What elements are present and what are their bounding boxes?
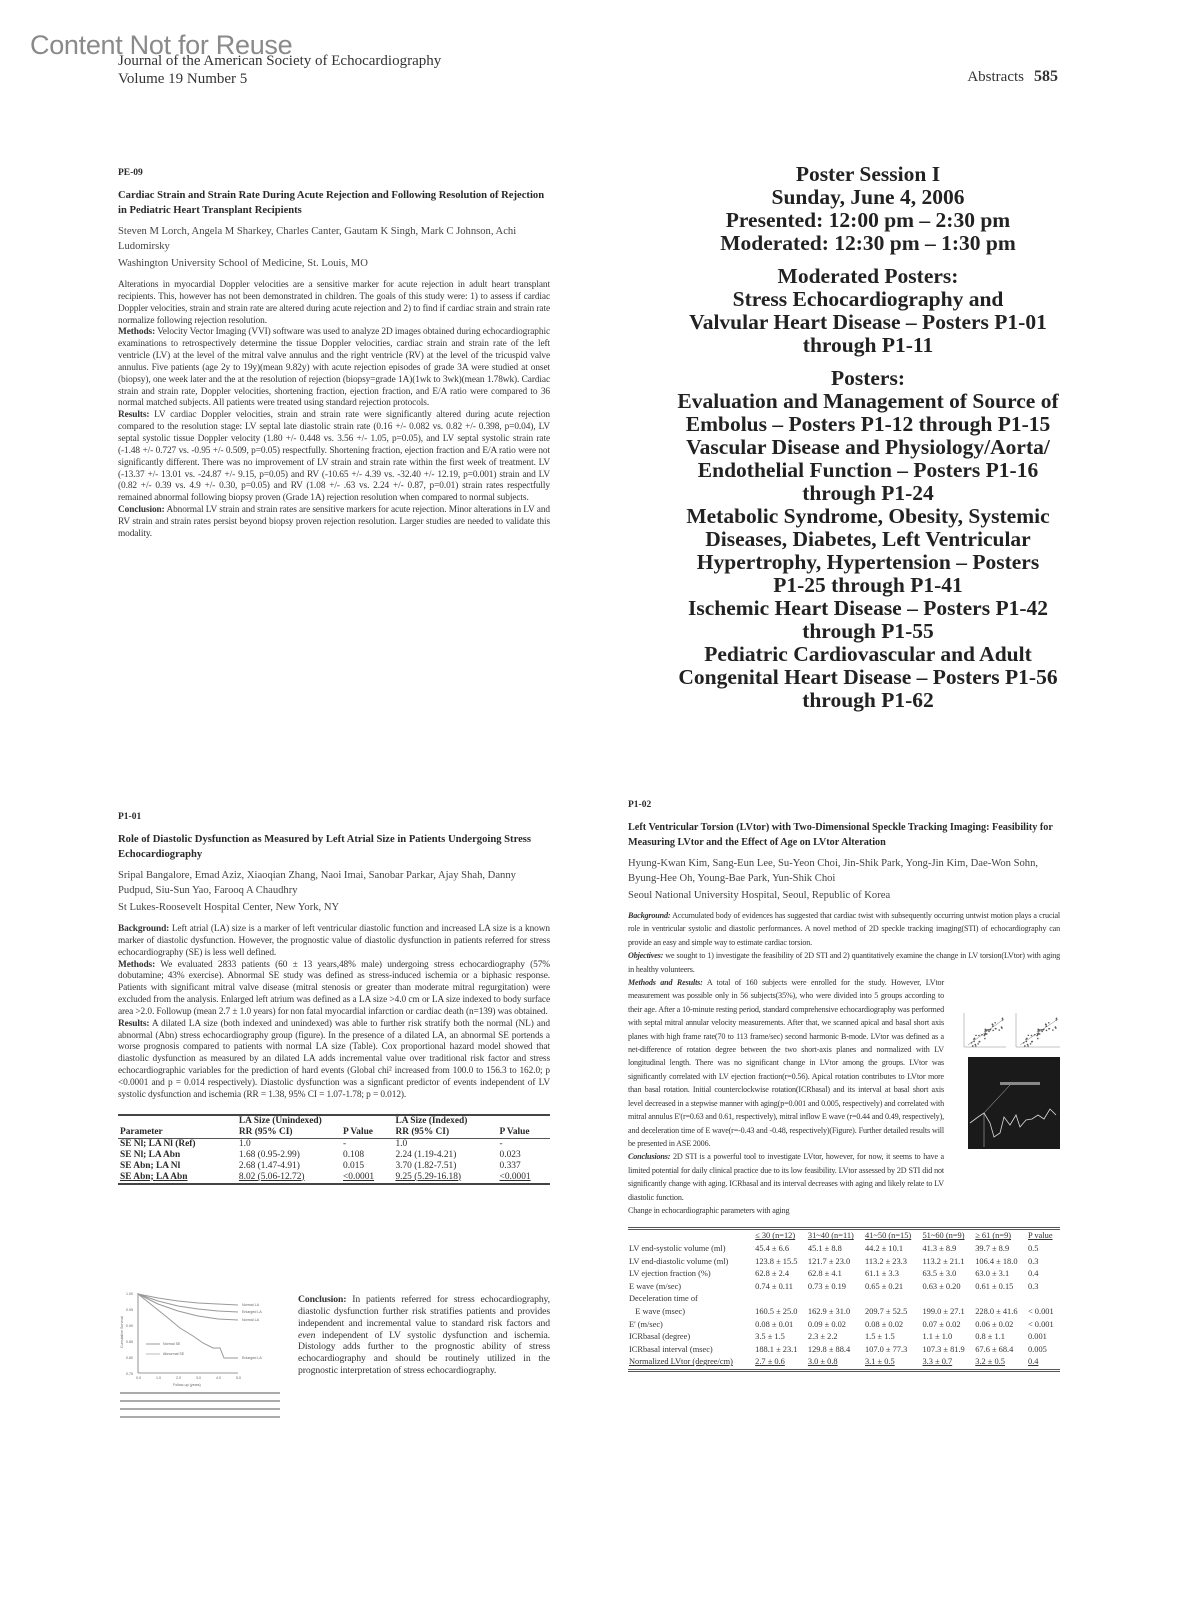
table-row (628, 1306, 1060, 1319)
header-cell: RR (95% CI) (237, 1127, 341, 1139)
header-cell: P Value (341, 1127, 393, 1139)
table-cell: 0.08 ± 0.01 (755, 1319, 794, 1329)
poster-line: through P1-11 (802, 333, 934, 357)
poster-line: Presented: 12:00 pm – 2:30 pm (725, 208, 1011, 232)
abstract-code: P1-01 (118, 812, 142, 822)
curve-label: Normal LA (242, 1318, 259, 1322)
results-label: Results: (118, 410, 150, 421)
table-cell: SE Abn; LA Abn (120, 1171, 188, 1182)
abstract-body (118, 280, 550, 541)
y-tick-label: 0.75 (126, 1372, 133, 1376)
table-cell: 0.4 (1027, 1357, 1039, 1367)
table-cell: 0.73 ± 0.19 (807, 1281, 846, 1291)
scatter-point (988, 1029, 990, 1031)
poster-line: Poster Session I (795, 162, 941, 186)
methods-paragraph (118, 960, 550, 1019)
methods-text: Velocity Vector Imaging (VVI) software was used to analyze 2D images obtained during echocardiographic examinations to retrospectively determine the tissue Doppler velocities, cardiac strain and strain rate of the left ventricle (LV) at the level of the mitral valve annulus and the right ventricle (RV) at the level of the tricuspid valve annulus. Five patients (age 2y to 19y)(mean 9.82y) with acute rejection episodes of grade 3A were studied at onset (biopsy), one week later and the at the resolution of rejection (biopsy=grade 1A)(1wk to 3wk)(mean 1.78wk). Cardiac strain and strain rate, Doppler velocities, shortening fraction, ejection fraction, and E/A ratio were compared to 36 normal matched subjects. All patients were treated using standard rejection protocols. (118, 327, 550, 409)
scatter-point (1041, 1029, 1043, 1031)
scatter-point (985, 1033, 987, 1035)
table-cell: 162.9 ± 31.0 (807, 1306, 851, 1316)
poster-line: Posters: (830, 366, 906, 390)
y-tick-label: 0.80 (126, 1356, 133, 1360)
scatter-point (995, 1028, 997, 1030)
lv-torsion-figure (960, 1005, 1065, 1150)
table-cell: 44.2 ± 10.1 (864, 1243, 904, 1253)
results-label: Results: (118, 1018, 150, 1029)
table-cell: LV ejection fraction (%) (629, 1269, 711, 1279)
table-cell: SE Nl; LA Nl (Ref) (120, 1138, 196, 1149)
scatter-point (973, 1041, 975, 1043)
scatter-point (998, 1029, 1000, 1031)
table-cell: 0.5 (1027, 1243, 1039, 1253)
table-cell: 63.0 ± 3.1 (975, 1269, 1010, 1279)
abstract-p101 (118, 812, 550, 1185)
abstract-affiliation: Washington University School of Medicine, St. Louis, MO (118, 258, 368, 269)
poster-line: Congenital Heart Disease – Posters P1-56 (678, 665, 1058, 689)
table-cell: 0.07 ± 0.02 (922, 1319, 961, 1329)
scatter-point (1045, 1024, 1047, 1026)
background-text: Left atrial (LA) size is a marker of left ventricular diastolic function and increased LA size is a known marker of diastolic dysfunction. However, the prognostic value of diastolic dysfunction in patients referred for stress echocardiography (SE) is less well defined. (118, 924, 550, 958)
table-cell (754, 1293, 807, 1306)
table-cell: 129.8 ± 88.4 (807, 1344, 851, 1354)
table-cell: <0.0001 (343, 1171, 375, 1182)
table-row (628, 1319, 1060, 1332)
y-tick-label: 0.95 (126, 1308, 133, 1312)
table-cell: 209.7 ± 52.5 (864, 1306, 908, 1316)
table-cell: E wave (m/sec) (629, 1281, 682, 1291)
table-cell: 3.3 ± 0.7 (922, 1357, 953, 1367)
scatter-point (1056, 1019, 1058, 1021)
poster-block (620, 163, 1116, 255)
table-caption: Change in echocardiographic parameters with aging (628, 1205, 790, 1215)
scatter-point (1027, 1044, 1029, 1046)
scatter-point (1024, 1045, 1026, 1047)
poster-line: Valvular Heart Disease – Posters P1-01 (689, 310, 1047, 334)
table-row (118, 1161, 550, 1172)
table-cell: 199.0 ± 27.1 (922, 1306, 965, 1316)
abstract-title: Role of Diastolic Dysfunction as Measured by Left Atrial Size in Patients Undergoing Stress Echocardiography (118, 834, 532, 860)
scatter-point (994, 1022, 996, 1024)
scatter-point (1031, 1035, 1033, 1037)
header-cell: 51~60 (n=9) (922, 1231, 965, 1241)
table-row (628, 1243, 1060, 1256)
table-row (628, 1256, 1060, 1269)
curve-label: Enlarged LA (242, 1356, 262, 1360)
table-cell: E wave (msec) (629, 1306, 686, 1316)
scatter-point (1037, 1038, 1039, 1040)
scatter-point (1031, 1041, 1033, 1043)
conclusions-label: Conclusions: (628, 1152, 671, 1162)
scatter-point (985, 1028, 987, 1030)
results-text: A dilated LA size (both indexed and unindexed) was able to further risk stratify both the normal (NL) and abnormal (Abn) stress echocardiography group (figure). In the presence of a dilated LA, an abnormal SE portends a worse prognosis compared to patients with normal LA size (Table). Cox proportional hazard model showed that diastolic dysfunction as measured by an dilated LA adds incremental value over traditional risk factor and stress echocardiographic variables for the prediction of hard events (Global chi² increased from 100.0 to 156.3 to 162.0; p <0.0001 and p = 0.014 respectively). Diastolic dysfunction was a signficant predictor of events independent of LV systolic dysfunction and ischemia (RR = 1.38, 95% CI = 1.07-1.78; p = 0.012). (118, 1018, 550, 1100)
scatter-plot-left (964, 1013, 1006, 1047)
scatter-point (1002, 1018, 1004, 1020)
group-header-cell: LA Size (Unindexed) (238, 1115, 322, 1126)
x-tick-label: 0.0 (136, 1376, 141, 1380)
abstract-authors: Hyung-Kwan Kim, Sang-Eun Lee, Su-Yeon Choi, Jin-Shik Park, Yong-Jin Kim, Dae-Won Sohn, Byung-Hee Oh, Young-Bae Park, Yun-Shik Choi (628, 858, 1039, 884)
abstract-authors: Steven M Lorch, Angela M Sharkey, Charles Canter, Gautam K Singh, Mark C Johnson, Achi Ludomirsky (118, 226, 517, 252)
table-group-header (118, 1115, 550, 1127)
table-cell: 63.5 ± 3.0 (922, 1269, 957, 1279)
page-header-right (967, 68, 1058, 86)
table-row (628, 1344, 1060, 1357)
table-header (118, 1127, 550, 1139)
scatter-point (971, 1042, 973, 1044)
poster-line: Diseases, Diabetes, Left Ventricular (705, 527, 1031, 551)
scatter-point (1023, 1042, 1025, 1044)
table-cell: 3.2 ± 0.5 (975, 1357, 1005, 1367)
p101-conclusion (298, 1294, 550, 1377)
scatter-point (1001, 1026, 1003, 1028)
table-row (118, 1138, 550, 1150)
table-cell: 121.7 ± 23.0 (807, 1256, 851, 1266)
curve-label: Enlarged LA (242, 1310, 262, 1314)
scatter-point (984, 1038, 986, 1040)
table-cell: 45.1 ± 8.8 (807, 1243, 842, 1253)
table-cell (921, 1293, 974, 1306)
table-cell: 160.5 ± 25.0 (755, 1306, 798, 1316)
table-cell: 45.4 ± 6.6 (755, 1243, 790, 1253)
table-cell: 0.63 ± 0.20 (922, 1281, 961, 1291)
scatter-point (974, 1038, 976, 1040)
abstract-affiliation: St Lukes-Roosevelt Hospital Center, New York, NY (118, 902, 340, 913)
conclusion-text: In patients referred for stress echocardiography, diastolic dysfunction further risk stratifies patients and provides independent and incremental value to standard risk factors and (298, 1294, 550, 1329)
poster-line: P1-25 through P1-41 (773, 573, 963, 597)
table-cell: SE Abn; LA Nl (120, 1160, 181, 1171)
table-cell: 67.6 ± 68.4 (975, 1344, 1014, 1354)
aging-parameters-table (628, 1227, 1060, 1372)
table-cell: 0.001 (1027, 1332, 1047, 1342)
table-cell: 0.09 ± 0.02 (807, 1319, 846, 1329)
scatter-point (1037, 1033, 1039, 1035)
scatter-point (1045, 1025, 1047, 1027)
table-cell: 113.2 ± 21.1 (922, 1256, 965, 1266)
table-cell: 0.08 ± 0.02 (864, 1319, 904, 1329)
scatter-point (1056, 1018, 1058, 1020)
table-row (628, 1281, 1060, 1294)
poster-line: through P1-24 (802, 481, 934, 505)
table-cell: 123.8 ± 15.5 (755, 1256, 798, 1266)
table-cell: 228.0 ± 41.6 (975, 1306, 1018, 1316)
header-cell: P value (1027, 1231, 1053, 1241)
table-cell: 0.3 (1027, 1281, 1039, 1291)
conclusion-paragraph (118, 505, 550, 541)
table-row (118, 1172, 550, 1184)
poster-line: through P1-62 (802, 688, 934, 712)
poster-line: through P1-55 (802, 619, 934, 643)
table-cell: 2.3 ± 2.2 (807, 1332, 838, 1342)
objectives-text: we sought to 1) investigate the feasibility of 2D STI and 2) quantitatively examine the change in LV torsion(LVtor) with aging in healthy volunteers. (628, 951, 1060, 974)
table-cell: < 0.001 (1027, 1306, 1054, 1316)
scatter-point (975, 1035, 977, 1037)
scatter-point (1034, 1034, 1036, 1036)
header-cell: ≤ 30 (n=12) (755, 1231, 796, 1241)
table-cell: SE Nl; LA Abn (120, 1149, 181, 1160)
poster-line: Pediatric Cardiovascular and Adult (704, 642, 1032, 666)
results-paragraph (118, 410, 550, 505)
legend-label: Normal SE (163, 1342, 181, 1346)
table-cell: <0.0001 (499, 1171, 531, 1182)
table-cell (807, 1293, 864, 1306)
scatter-point (988, 1031, 990, 1033)
table-cell: 0.74 ± 0.11 (755, 1281, 793, 1291)
table-cell: 8.02 (5.06-12.72) (238, 1171, 305, 1182)
table-cell: 0.61 ± 0.15 (975, 1281, 1014, 1291)
y-axis-label: Cumulative Survival (120, 1316, 124, 1348)
header-cell: 41~50 (n=15) (864, 1231, 912, 1241)
scatter-point (1048, 1028, 1050, 1030)
group-header-cell (118, 1115, 237, 1127)
curve-label: Normal LA (242, 1303, 259, 1307)
poster-line: Sunday, June 4, 2006 (771, 185, 965, 209)
poster-line: Hypertrophy, Hypertension – Posters (696, 550, 1040, 574)
table-cell (1027, 1293, 1060, 1306)
poster-line: Evaluation and Management of Source of (677, 389, 1059, 413)
table-cell: 0.3 (1027, 1256, 1039, 1266)
table-cell: E' (m/sec) (629, 1319, 663, 1329)
table-cell: 62.8 ± 2.4 (755, 1269, 790, 1279)
scatter-point (981, 1034, 983, 1036)
table-cell: 39.7 ± 8.9 (975, 1243, 1010, 1253)
abstract-code: PE-09 (118, 168, 143, 178)
table-cell: 0.8 ± 1.1 (975, 1332, 1005, 1342)
results-paragraph (118, 1019, 550, 1102)
scatter-plot-right (1016, 1013, 1060, 1047)
x-tick-label: 2.0 (176, 1376, 181, 1380)
scatter-point (992, 1025, 994, 1027)
table-cell: 3.5 ± 1.5 (755, 1332, 785, 1342)
scatter-point (1028, 1035, 1030, 1037)
table-row (628, 1331, 1060, 1344)
table-cell: 3.70 (1.82-7.51) (395, 1160, 457, 1171)
objectives-paragraph (628, 949, 1060, 976)
abstract-pe09 (118, 168, 550, 541)
poster-line: Metabolic Syndrome, Obesity, Systemic (686, 504, 1050, 528)
table-cell: 188.1 ± 23.1 (755, 1344, 798, 1354)
table-cell (864, 1293, 921, 1306)
table-cell: 113.2 ± 23.3 (864, 1256, 907, 1266)
header-cell: P Value (498, 1127, 550, 1139)
table-cell: 0.337 (499, 1160, 521, 1171)
background-label: Background: (628, 911, 671, 920)
header-cell: ≥ 61 (n=9) (975, 1231, 1012, 1241)
table-cell: ICRbasal interval (msec) (629, 1344, 713, 1354)
header-cell: Parameter (118, 1127, 237, 1139)
table-cell: 0.015 (343, 1160, 365, 1171)
x-tick-label: 1.0 (156, 1376, 161, 1380)
poster-line: Ischemic Heart Disease – Posters P1-42 (687, 596, 1049, 620)
y-tick-label: 0.85 (126, 1340, 133, 1344)
scatter-point (1043, 1029, 1045, 1031)
abstract-authors: Sripal Bangalore, Emad Aziz, Xiaoqian Zhang, Naoi Imai, Sanobar Parkar, Ajay Shah, Danny Pudpud, Siu-Sun Yao, Farooq A Chaudhry (118, 870, 516, 896)
poster-line: Moderated Posters: (777, 264, 959, 288)
table-cell: 1.0 (395, 1138, 408, 1149)
table-row (628, 1356, 1060, 1370)
table-row (628, 1268, 1060, 1281)
scatter-point (1027, 1045, 1029, 1047)
table-cell: Normalized LVtor (degree/cm) (629, 1357, 733, 1367)
x-tick-label: 4.0 (216, 1376, 221, 1380)
poster-line: Endothelial Function – Posters P1-16 (697, 458, 1039, 482)
y-tick-label: 0.90 (126, 1324, 133, 1328)
abstract-body (118, 924, 550, 1102)
background-paragraph (628, 909, 1060, 949)
table-cell: 41.3 ± 8.9 (922, 1243, 957, 1253)
scatter-point (975, 1045, 977, 1047)
scatter-point (1048, 1022, 1050, 1024)
page-number: 585 (1034, 68, 1058, 85)
table-row (628, 1293, 1060, 1306)
scatter-point (1052, 1029, 1054, 1031)
table-cell: Deceleration time of (629, 1294, 698, 1304)
scatter-point (1046, 1030, 1048, 1032)
background-text: Accumulated body of evidences has suggested that cardiac twist with subsequently occurring untwist motion plays a crucial role in ventricular systolic and diastolic performances. A novel method of 2D speckle tracking imaging(STI) of echocardiography can provide an easy and simple way to estimate cardiac torsion. (628, 911, 1060, 947)
table-cell: < 0.001 (1027, 1319, 1054, 1329)
table-cell: 107.3 ± 81.9 (922, 1344, 965, 1354)
scatter-point (992, 1030, 994, 1032)
table-cell: 3.0 ± 0.8 (807, 1357, 838, 1367)
table-row (118, 1150, 550, 1161)
header-cell (628, 1229, 754, 1243)
methods-paragraph (118, 327, 550, 410)
poster-line: Embolus – Posters P1-12 through P1-15 (685, 412, 1051, 436)
conclusion-text-end: independent of LV systolic dysfunction and ischemia. Distology adds further to the prognostic ability of stress echocardiography and should be routinely utilized in the prognostic interpretation of stress echocardiography. (298, 1329, 550, 1377)
table-cell: 1.5 ± 1.5 (864, 1332, 895, 1342)
scatter-point (977, 1043, 979, 1045)
legend-label: Abnormal SE (163, 1352, 185, 1356)
scatter-point (972, 1045, 974, 1047)
background-paragraph (118, 924, 550, 960)
scatter-point (992, 1024, 994, 1026)
conclusion-text: Abnormal LV strain and strain rates are sensitive markers for acute rejection. Minor alterations in LV and RV strain and strain rates persist beyond biopsy proven rejection resolution. Larger studies are needed to validate this modality. (118, 505, 550, 539)
scatter-point (978, 1035, 980, 1037)
table-cell: 2.68 (1.47-4.91) (238, 1160, 300, 1171)
abstract-title: Cardiac Strain and Strain Rate During Acute Rejection and Following Resolution of Rejection in Pediatric Heart Transplant Recipients (118, 190, 545, 216)
table-cell: 61.1 ± 3.3 (864, 1269, 899, 1279)
table-header (628, 1229, 1060, 1243)
abstract-title: Left Ventricular Torsion (LVtor) with Two-Dimensional Speckle Tracking Imaging: Feasibility for Measuring LVtor and the Effect of Age on LVtor Alteration (628, 822, 1053, 848)
table-cell: 0.65 ± 0.21 (864, 1281, 904, 1291)
scatter-point (978, 1041, 980, 1043)
table-cell: LV end-systolic volume (ml) (629, 1243, 726, 1253)
header-cell: RR (95% CI) (393, 1127, 497, 1139)
table-cell: - (499, 1138, 503, 1149)
scatter-point (990, 1029, 992, 1031)
x-axis-label: Follow-up (years) (173, 1383, 201, 1387)
conclusions-text: 2D STI is a powerful tool to investigate LVtor, however, for now, it seems to have a limited potential for daily clinical practice due to its low feasibility. LVtor assessed by 2D STI did not significantly change with aging. ICRbasal and its interval decreases with aging and likely relate to LV diastolic function. (628, 1152, 944, 1202)
poster-line: Stress Echocardiography and (732, 287, 1004, 311)
table-cell: ICRbasal (degree) (629, 1332, 691, 1342)
table-cell: 1.68 (0.95-2.99) (238, 1149, 300, 1160)
poster-line: Moderated: 12:30 pm – 1:30 pm (720, 231, 1016, 255)
table-cell: 1.0 (238, 1138, 251, 1149)
scatter-point (1055, 1026, 1057, 1028)
table-cell: 9.25 (5.29-16.18) (395, 1171, 462, 1182)
conclusion-emphasis: even (298, 1329, 316, 1341)
poster-block (620, 367, 1116, 712)
scatter-point (1026, 1038, 1028, 1040)
table-cell: 0.4 (1027, 1269, 1039, 1279)
table-cell: 107.0 ± 77.3 (864, 1344, 908, 1354)
poster-block (620, 265, 1116, 357)
table-cell: 2.24 (1.19-4.21) (395, 1149, 457, 1160)
poster-line: Vascular Disease and Physiology/Aorta/ (686, 435, 1050, 459)
la-size-table (118, 1114, 550, 1185)
table-cell: - (343, 1138, 347, 1149)
scatter-point (1002, 1019, 1004, 1021)
table-cell (974, 1293, 1027, 1306)
survival-curve-figure (118, 1288, 293, 1423)
table-cell: 106.4 ± 18.0 (975, 1256, 1018, 1266)
scatter-point (1037, 1028, 1039, 1030)
table-cell: 0.108 (343, 1149, 365, 1160)
intro-paragraph: Alterations in myocardial Doppler velocities are a sensitive marker for acute rejection in adult heart transplant recipients. This, however has not been demonstrated in children. The goals of this study were: 1) to assess if cardiac Doppler velocities, strain and strain rate are altered during acute rejection and 2) to find if cardiac strain and strain rate normalize following rejection resolution. (118, 280, 550, 326)
table-cell: 1.1 ± 1.0 (922, 1332, 953, 1342)
section-label: Abstracts (967, 69, 1024, 85)
header-cell: 31~40 (n=11) (807, 1231, 854, 1241)
background-label: Background: (118, 924, 170, 934)
rotation-curve-image (968, 1057, 1060, 1149)
methods-label: Methods: (118, 959, 156, 970)
journal-volume: Volume 19 Number 5 (118, 71, 248, 87)
results-text: LV cardiac Doppler velocities, strain and strain rate were significantly altered during acute rejection compared to the resolution stage: LV septal late diastolic strain rate (0.16 +/- 0.082 vs. 0.82 +/- 0.398, p=0.04), LV septal systolic tissue Doppler velocity (1.80 +/- 0.448 vs. 3.56 +/- 1.05, p=0.05), and LV septal systolic strain rate (-1.48 +/- 0.727 vs. -0.95 +/- 0.509, p=0.05) respectfully. Shortening fraction, ejection fraction and E/A ratio were not significantly different. There was no improvement of LV strain and strain rate within the first week of treatment. LV (-13.37 +/- 13.01 vs. -24.87 +/- 9.15, p=0.05) and RV (-10.65 +/- 4.39 vs. -32.40 +/- 12.19, p=0.001) strain and LV (0.82 +/- 0.39 vs. 4.9 +/- 0.30, p=0.05) and RV (1.08 +/- .63 vs. 2.24 +/- 0.87, p=0.01) strain rates respectfully remained abnormal following biopsy proven (Grade 1A) rejection resolution when compared to normal subjects. (118, 410, 550, 504)
methods-label: Methods and Results: (628, 978, 703, 988)
watermark: Content Not for Reuse (30, 30, 293, 60)
objectives-label: Objectives: (628, 951, 664, 961)
table-cell: LV end-diastolic volume (ml) (629, 1256, 729, 1266)
conclusion-paragraph (298, 1294, 550, 1377)
conclusion-label: Conclusion: (118, 505, 165, 516)
methods-label: Methods: (118, 327, 156, 338)
x-tick-label: 3.0 (196, 1376, 201, 1380)
y-tick-label: 1.00 (126, 1292, 133, 1296)
methods-text: We evaluated 2833 patients (60 ± 13 years,48% male) undergoing stress echocardiography (57% dobutamine; 43% exercise). Abnormal SE study was defined as stress-induced ischemia or a biphasic response. Patients with significant mitral valve disease (mitral stenosis or greater than moderate mitral regurgitation) were excluded from the analysis. Enlarged left atrium was defined as a LA size >4.0 cm or LA size indexed to body surface area >2.0. Followup (mean 2.7 ± 1.0 years) for non fatal myocardial infarction or cardiac death (n=139) was obtained. (118, 959, 550, 1017)
methods-text: A total of 160 subjects were enrolled for the study. However, LVtor measurement was possible only in 56 subjects(35%), who were divided into 5 groups according to their age. After a 10-minute resting period, standard comprehensive echocardiography was performed with septal mitral annular velocity measurements. After that, we scanned apical and basal short axis planes with high frame rate(70 to 113 frame/sec) second harmonic B-mode. LVtor was defined as a net-difference of rotation degree between the two short-axis planes and normalized with LV longitudinal length. There was no significant change in LVtor among the groups. LVtor was significantly correlated with LV ejection fraction(r=0.56). Apical rotation contributes to LVtor more than basal rotation. Initial counterclockwise rotation(ICRbasal) and its interval at basal short axis level decreased in a stepwise manner with aging(p=0.001 and 0.005, respectively) and correlated with mitral annulus E'(r=0.63 and 0.61, respectively), mitral inflow E wave (r=0.44 and 0.49, respectively), and deceleration time of E wave(r=-0.43 and -0.48, respectively)(Figure). Further detailed results will be presented in ASE 2006. (628, 978, 944, 1148)
conclusion-label: Conclusion: (298, 1294, 347, 1305)
scatter-point (1026, 1041, 1028, 1043)
x-tick-label: 5.0 (236, 1376, 241, 1380)
scatter-point (1039, 1033, 1041, 1035)
table-cell: 0.06 ± 0.02 (975, 1319, 1014, 1329)
scatter-point (1041, 1031, 1043, 1033)
table-cell: 2.7 ± 0.6 (755, 1357, 785, 1367)
abstract-code: P1-02 (628, 800, 652, 810)
table-cell: 0.023 (499, 1149, 521, 1160)
journal-title: Journal of the American Society of Echocardiography (118, 53, 442, 69)
scatter-point (1030, 1043, 1032, 1045)
poster-session-heading (620, 163, 1116, 722)
table-cell: 0.005 (1027, 1344, 1047, 1354)
group-header-cell: LA Size (Indexed) (395, 1115, 468, 1126)
table-cell: 3.1 ± 0.5 (864, 1357, 895, 1367)
scatter-point (974, 1044, 976, 1046)
table-cell: 62.8 ± 4.1 (807, 1269, 842, 1279)
abstract-affiliation: Seoul National University Hospital, Seoul, Republic of Korea (628, 890, 891, 901)
